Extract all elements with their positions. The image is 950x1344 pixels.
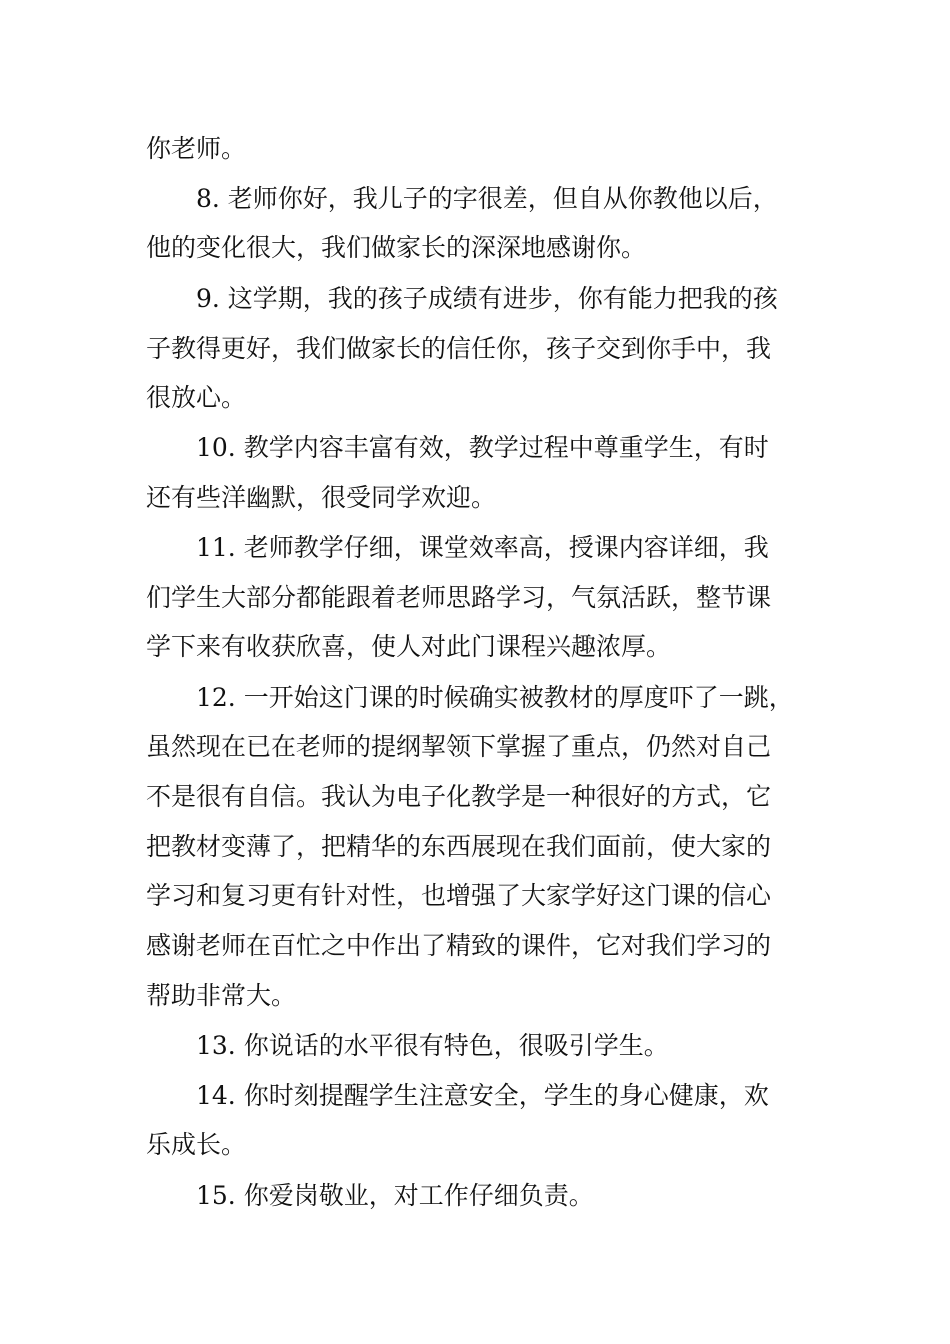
text-line: 还有些洋幽默，很受同学欢迎。	[146, 483, 497, 512]
text-line: 学习和复习更有针对性，也增强了大家学好这门课的信心	[146, 881, 772, 910]
list-item-9: 9. 这学期，我的孩子成绩有进步，你有能力把我的孩	[196, 284, 778, 313]
text-line: 们学生大部分都能跟着老师思路学习，气氛活跃，整节课	[146, 583, 772, 612]
text-line: 学下来有收获欣喜，使人对此门课程兴趣浓厚。	[146, 632, 672, 661]
text-line: 他的变化很大，我们做家长的深深地感谢你。	[146, 233, 647, 262]
text-line: 乐成长。	[146, 1130, 247, 1159]
list-item-11: 11. 老师教学仔细，课堂效率高，授课内容详细，我	[196, 533, 769, 562]
list-item-14: 14. 你时刻提醒学生注意安全，学生的身心健康，欢	[196, 1081, 769, 1110]
text-line: 虽然现在已在老师的提纲挈领下掌握了重点，仍然对自己	[146, 732, 772, 761]
list-item-10: 10. 教学内容丰富有效，教学过程中尊重学生，有时	[196, 433, 769, 462]
list-item-8: 8. 老师你好，我儿子的字很差，但自从你教他以后，	[196, 184, 778, 213]
list-item-12: 12. 一开始这门课的时候确实被教材的厚度吓了一跳，	[196, 683, 794, 712]
text-line: 子教得更好，我们做家长的信任你，孩子交到你手中，我	[146, 334, 772, 363]
text-line: 不是很有自信。我认为电子化教学是一种很好的方式，它	[146, 782, 772, 811]
text-line: 帮助非常大。	[146, 981, 297, 1010]
text-line: 你老师。	[146, 134, 247, 163]
list-item-13: 13. 你说话的水平很有特色，很吸引学生。	[196, 1031, 669, 1060]
text-line: 很放心。	[146, 383, 247, 412]
list-item-15: 15. 你爱岗敬业，对工作仔细负责。	[196, 1181, 594, 1210]
text-line: 感谢老师在百忙之中作出了精致的课件，它对我们学习的	[146, 931, 772, 960]
text-line: 把教材变薄了，把精华的东西展现在我们面前，使大家的	[146, 832, 772, 861]
